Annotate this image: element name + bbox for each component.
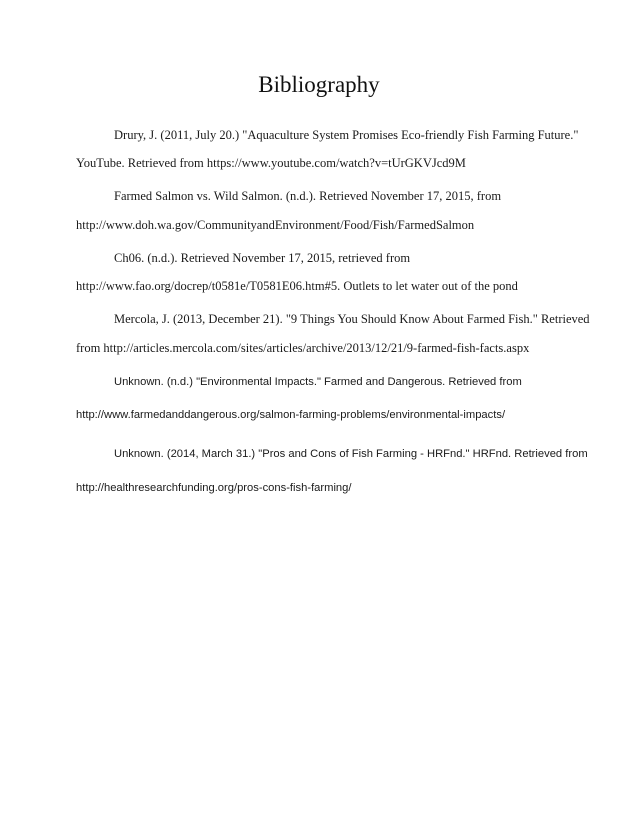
- entry-first-line: Ch06. (n.d.). Retrieved November 17, 2015, retrieved from: [114, 251, 411, 265]
- entry-first-line: Mercola, J. (2013, December 21). "9 Things You Should Know About Farmed Fish." Retrieved: [114, 312, 590, 326]
- entry-continuation-line: http://www.doh.wa.gov/CommunityandEnvironment/Food/Fish/FarmedSalmon: [76, 218, 475, 232]
- entry-first-line: Unknown. (n.d.) "Environmental Impacts." Farmed and Dangerous. Retrieved from: [114, 376, 522, 388]
- entry-continuation-line: http://www.fao.org/docrep/t0581e/T0581E06.htm#5. Outlets to let water out of the pond: [76, 279, 518, 293]
- entry-continuation-line: YouTube. Retrieved from https://www.youtube.com/watch?v=tUrGKVJcd9M: [76, 156, 466, 170]
- entry-continuation-line: http://healthresearchfunding.org/pros-cons-fish-farming/: [76, 482, 352, 494]
- entry-continuation-line: http://www.farmedanddangerous.org/salmon-farming-problems/environmental-impacts/: [76, 409, 506, 421]
- entry-first-line: Farmed Salmon vs. Wild Salmon. (n.d.). Retrieved November 17, 2015, from: [114, 189, 502, 203]
- entry-first-line: Drury, J. (2011, July 20.) "Aquaculture System Promises Eco-friendly Fish Farming Future.": [114, 128, 579, 142]
- page-title: Bibliography: [258, 72, 380, 97]
- entry-continuation-line: from http://articles.mercola.com/sites/articles/archive/2013/12/21/9-farmed-fish-facts.aspx: [76, 341, 530, 355]
- entry-first-line: Unknown. (2014, March 31.) "Pros and Cons of Fish Farming - HRFnd." HRFnd. Retrieved from: [114, 448, 588, 460]
